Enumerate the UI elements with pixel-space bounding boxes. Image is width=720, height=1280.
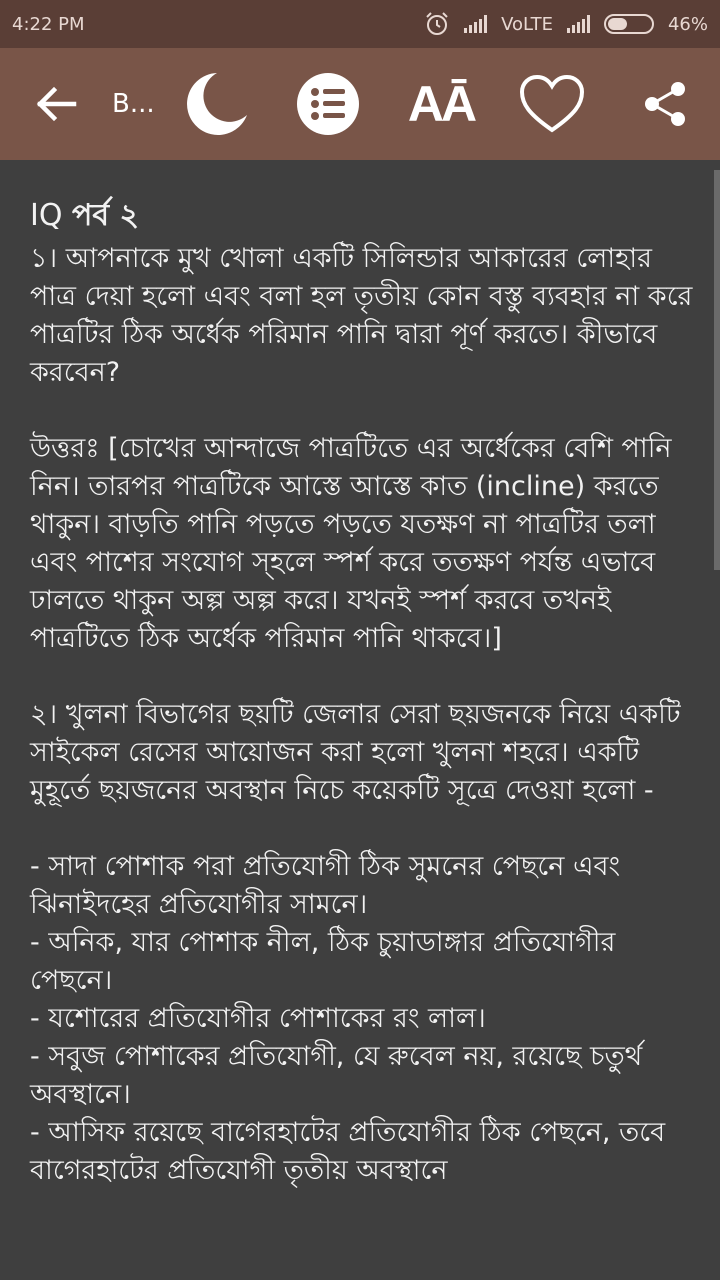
heading-main: পর্ব ২ <box>72 198 140 233</box>
battery-percent: 46% <box>667 13 708 35</box>
question-1: ১। আপনাকে মুখ খোলা একটি সিলিন্ডার আকারের লোহার পাত্র দেয়া হলো এবং বলা হল তৃতীয় কোন বস্তু ব্যবহার না করে পাত্রটির ঠিক অর্ধেক পরিমান পানি দ্বারা পূর্ণ করতে। কীভাবে করবেন? <box>30 243 701 388</box>
list-icon <box>296 72 360 136</box>
toolbar <box>0 48 720 160</box>
back-arrow-icon <box>34 86 78 122</box>
article-heading <box>30 194 700 238</box>
clue-3: - যশোরের প্রতিযোগীর পোশাকের রং লাল। <box>30 1003 486 1034</box>
list-button[interactable] <box>290 48 366 160</box>
text-size-icon: AĀ <box>407 76 475 132</box>
status-bar <box>0 0 720 48</box>
battery-fill <box>608 18 627 30</box>
status-icons <box>424 11 708 37</box>
answer-1: উত্তরঃ [চোখের আন্দাজে পাত্রটিতে এর অর্ধেকের বেশি পানি নিন। তারপর পাত্রটিকে আস্তে আস্তে কাত (incline) করতে থাকুন। বাড়তি পানি পড়তে পড়তে যতক্ষণ না পাত্রটির তলা এবং পাশের সংযোগ স্হলে স্পর্শ করে ততক্ষণ পর্যন্ত এভাবে ঢালতে থাকুন অল্প অল্প করে। যখনই স্পর্শ করবে তখনই পাত্রটিতে ঠিক অর্ধেক পরিমান পানি থাকবে।] <box>30 433 681 654</box>
article-content[interactable] <box>0 160 720 1280</box>
network-label: VoLTE <box>501 13 553 35</box>
clue-1: - সাদা পোশাক পরা প্রতিযোগী ঠিক সুমনের পেছনে এবং ঝিনাইদহের প্রতিযোগীর সামনে। <box>30 851 629 920</box>
back-button[interactable] <box>20 48 92 160</box>
share-button[interactable] <box>630 48 700 160</box>
battery-icon <box>604 14 654 34</box>
signal-icon-2 <box>567 15 590 33</box>
moon-icon <box>181 69 251 139</box>
toolbar-title: B... <box>112 89 155 119</box>
text-size-button[interactable] <box>396 48 486 160</box>
share-icon <box>643 81 687 127</box>
question-2: ২। খুলনা বিভাগের ছয়টি জেলার সেরা ছয়জনকে নিয়ে একটি সাইকেল রেসের আয়োজন করা হলো খুলনা শহরে। একটি মুহূর্তে ছয়জনের অবস্থান নিচে কয়েকটি সূত্রে দেওয়া হলো - <box>30 699 690 806</box>
favorite-button[interactable] <box>512 48 592 160</box>
clue-5: - আসিফ রয়েছে বাগেরহাটের প্রতিযোগীর ঠিক পেছনে, তবে বাগেরহাটের প্রতিযোগী তৃতীয় অবস্থানে <box>30 1117 674 1186</box>
scrollbar-thumb[interactable] <box>714 170 720 570</box>
heart-icon <box>519 74 585 134</box>
clue-4: - সবুজ পোশাকের প্রতিযোগী, যে রুবেল নয়, রয়েছে চতুর্থ অবস্থানে। <box>30 1041 651 1110</box>
alarm-icon <box>424 11 450 37</box>
status-time: 4:22 PM <box>12 13 85 35</box>
clue-2: - অনিক, যার পোশাক নীল, ঠিক চুয়াডাঙ্গার প্রতিযোগীর পেছনে। <box>30 927 624 996</box>
night-mode-button[interactable] <box>176 48 256 160</box>
signal-icon <box>464 15 487 33</box>
heading-prefix: IQ <box>30 198 63 233</box>
